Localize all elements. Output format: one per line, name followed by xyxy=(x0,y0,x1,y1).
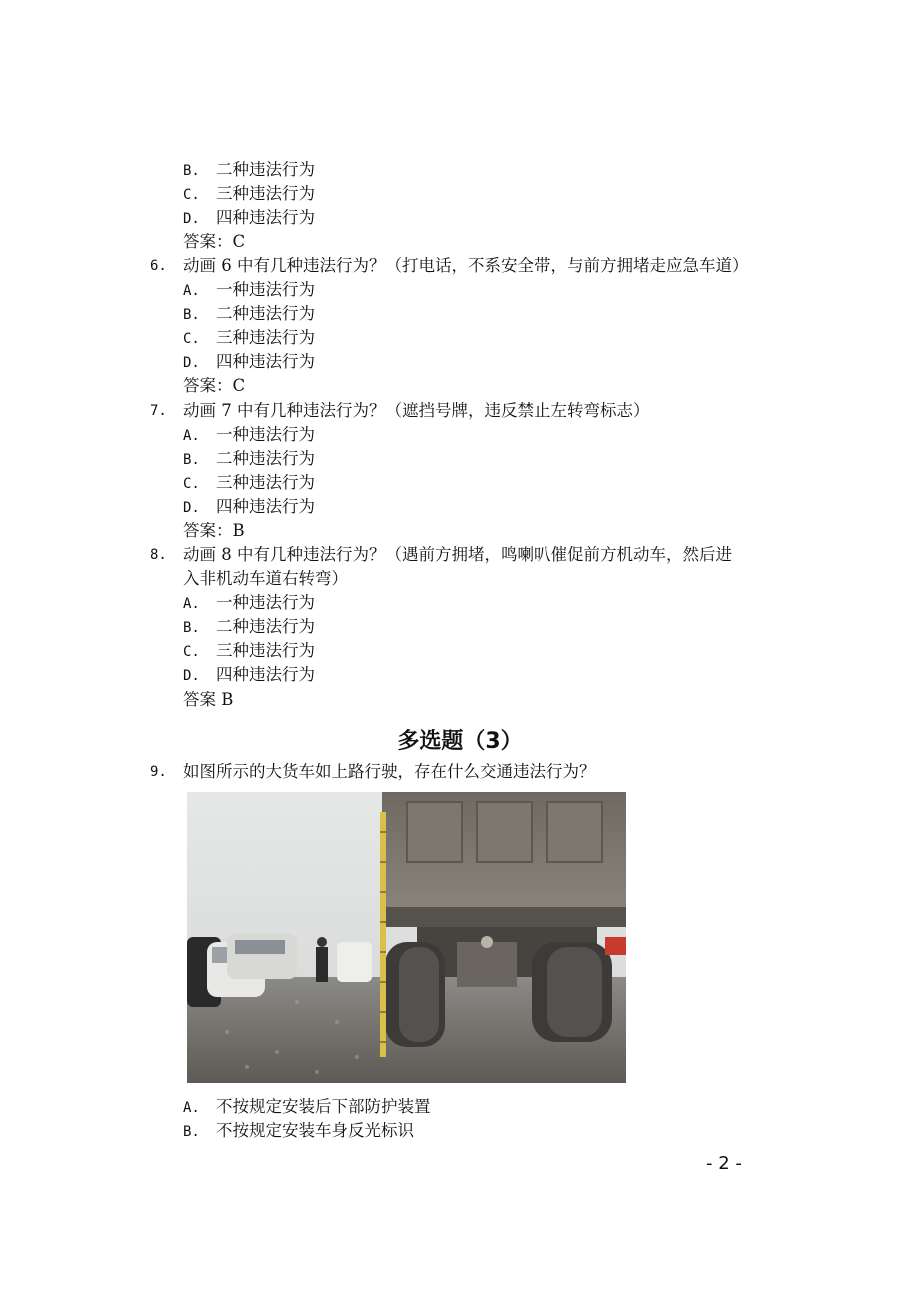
option-letter: C. xyxy=(183,476,200,492)
option-letter: B. xyxy=(183,163,200,179)
option-letter: B. xyxy=(183,452,200,468)
answer: 答案：B xyxy=(183,521,245,540)
option-text: 二种违法行为 xyxy=(216,449,315,468)
answer: 答案 B xyxy=(183,690,234,709)
option-text: 四种违法行为 xyxy=(216,497,315,516)
option-letter: A. xyxy=(183,428,200,444)
option-d xyxy=(183,350,315,375)
option-c xyxy=(183,471,315,496)
option-b xyxy=(183,158,315,183)
option-text: 一种违法行为 xyxy=(216,425,315,444)
option-text: 三种违法行为 xyxy=(216,184,315,203)
option-text: 四种违法行为 xyxy=(216,665,315,684)
question-number: 7. xyxy=(150,403,167,419)
option-letter: D. xyxy=(183,355,200,371)
option-b xyxy=(183,447,315,472)
option-text: 不按规定安装车身反光标识 xyxy=(216,1121,414,1140)
option-letter: A. xyxy=(183,283,200,299)
section-title: 多选题（3） xyxy=(397,729,523,754)
question-number: 6. xyxy=(150,258,167,274)
option-letter: D. xyxy=(183,668,200,684)
option-text: 三种违法行为 xyxy=(216,473,315,492)
option-letter: D. xyxy=(183,500,200,516)
option-d xyxy=(183,206,315,231)
question-text: 如图所示的大货车如上路行驶，存在什么交通违法行为？ xyxy=(183,762,596,781)
option-text: 四种违法行为 xyxy=(216,352,315,371)
option-text: 三种违法行为 xyxy=(216,328,315,347)
question-text: 动画 8 中有几种违法行为？（遇前方拥堵，鸣喇叭催促前方机动车，然后进 xyxy=(183,545,732,564)
question-text: 动画 6 中有几种违法行为？（打电话，不系安全带，与前方拥堵走应急车道） xyxy=(183,256,749,275)
question-text: 动画 7 中有几种违法行为？（遮挡号牌，违反禁止左转弯标志） xyxy=(183,401,650,420)
option-letter: A. xyxy=(183,1100,200,1116)
option-c xyxy=(183,639,315,664)
option-letter: B. xyxy=(183,1124,200,1140)
question-text-cont: 入非机动车道右转弯） xyxy=(183,569,348,588)
option-text: 二种违法行为 xyxy=(216,617,315,636)
option-letter: C. xyxy=(183,644,200,660)
answer: 答案：C xyxy=(183,232,246,251)
option-c xyxy=(183,326,315,351)
option-text: 不按规定安装后下部防护装置 xyxy=(216,1097,431,1116)
option-text: 一种违法行为 xyxy=(216,593,315,612)
question-number: 8. xyxy=(150,547,167,563)
option-text: 二种违法行为 xyxy=(216,160,315,179)
option-d xyxy=(183,663,315,688)
option-d xyxy=(183,495,315,520)
option-letter: C. xyxy=(183,187,200,203)
option-letter: D. xyxy=(183,211,200,227)
question-number: 9. xyxy=(150,764,167,780)
option-letter: B. xyxy=(183,307,200,323)
option-text: 一种违法行为 xyxy=(216,280,315,299)
option-letter: A. xyxy=(183,596,200,612)
option-b xyxy=(183,615,315,640)
option-b xyxy=(183,302,315,327)
option-c xyxy=(183,182,315,207)
page-number: - 2 - xyxy=(706,1153,742,1174)
option-text: 三种违法行为 xyxy=(216,641,315,660)
option-text: 四种违法行为 xyxy=(216,208,315,227)
option-letter: B. xyxy=(183,620,200,636)
answer: 答案：C xyxy=(183,376,246,395)
option-a xyxy=(183,1095,431,1120)
option-text: 二种违法行为 xyxy=(216,304,315,323)
option-a xyxy=(183,278,315,303)
truck-photo xyxy=(187,792,626,1083)
option-b xyxy=(183,1119,414,1144)
option-a xyxy=(183,423,315,448)
option-a xyxy=(183,591,315,616)
option-letter: C. xyxy=(183,331,200,347)
